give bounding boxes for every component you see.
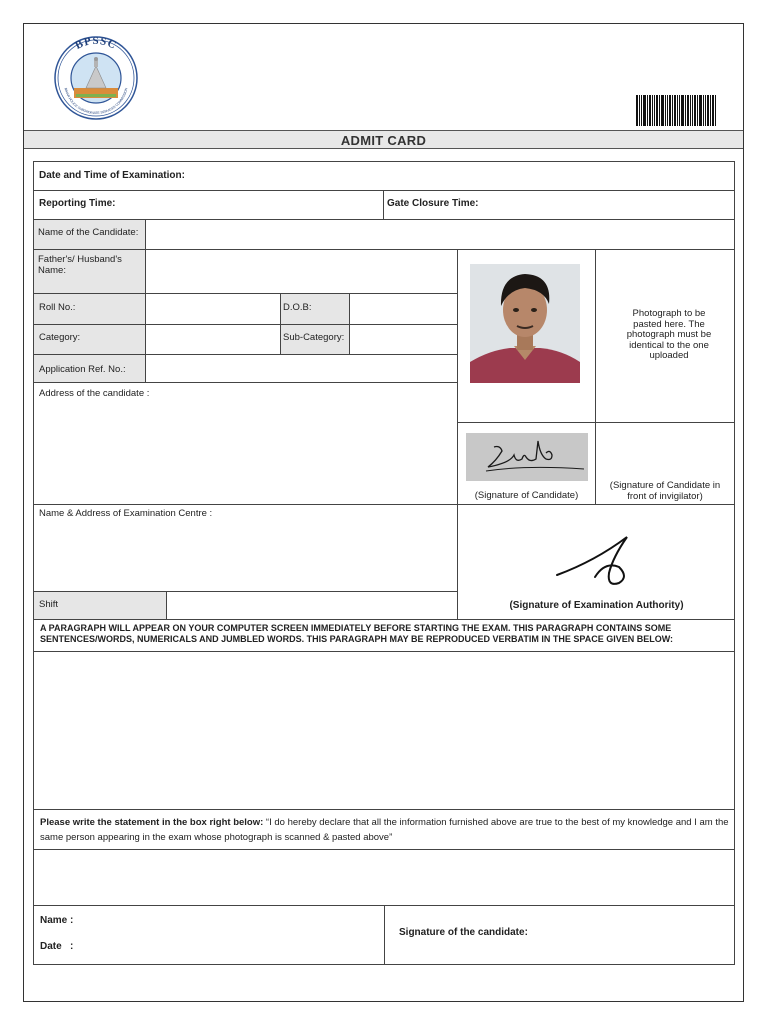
shift-label: Shift bbox=[39, 599, 59, 610]
sub-category-label: Sub-Category: bbox=[283, 332, 345, 343]
statement-lead: Please write the statement in the box right below: bbox=[40, 817, 264, 828]
candidate-name-label: Name of the Candidate: bbox=[38, 227, 139, 238]
dob-label: D.O.B: bbox=[283, 302, 312, 313]
exam-centre-label: Name & Address of Examination Centre : bbox=[39, 508, 213, 519]
photo-instruction: Photograph to be pasted here. The photograph must be identical to the one uploaded bbox=[626, 308, 712, 361]
candidate-signature-label: (Signature of Candidate) bbox=[474, 490, 579, 501]
logo-acronym: BPSSC bbox=[73, 36, 119, 52]
statement-body: “I do hereby declare that all the information furnished above are true to the best of my knowledge and I am the same person appearing in the exam whose photograph is scanned & pasted above” bbox=[40, 817, 729, 843]
title-bar bbox=[24, 130, 743, 149]
reporting-time-label: Reporting Time: bbox=[39, 198, 116, 209]
category-label: Category: bbox=[39, 332, 81, 343]
authority-signature bbox=[555, 533, 635, 588]
bpssc-logo bbox=[52, 36, 140, 120]
statement-text bbox=[40, 815, 732, 845]
application-ref-label: Application Ref. No.: bbox=[39, 364, 126, 375]
person-photo-icon bbox=[470, 264, 580, 383]
barcode bbox=[636, 95, 734, 126]
candidate-signature bbox=[466, 433, 588, 481]
authority-signature-label: (Signature of Examination Authority) bbox=[509, 600, 684, 611]
footer-name-label: Name : bbox=[40, 915, 74, 926]
footer-date-label: Date : bbox=[40, 941, 74, 952]
address-label: Address of the candidate : bbox=[39, 388, 150, 399]
paragraph-notice: A PARAGRAPH WILL APPEAR ON YOUR COMPUTER SCREEN IMMEDIATELY BEFORE STARTING THE EXAM. THIS PARAGRAPH CONTAINS SOME SENTENCES/WORDS, NUMERICALS AND JUMBLED WORDS. THIS PARAGRAPH MAY BE REPRODUCED VERBATIM IN THE SPACE GIVEN BELOW: bbox=[40, 623, 674, 644]
logo-ring-text: BIHAR POLICE SUBORDINATE SERVICES COMMISSION bbox=[63, 87, 129, 116]
invigilator-signature-label: (Signature of Candidate in front of invigilator) bbox=[609, 480, 721, 502]
bpssc-logo-emblem bbox=[52, 36, 140, 120]
authority-signature-icon bbox=[555, 533, 635, 588]
candidate-photo bbox=[470, 264, 580, 383]
signature-scribble-icon bbox=[466, 433, 588, 481]
footer-signature-label: Signature of the candidate: bbox=[399, 927, 528, 938]
father-name-label: Father's/ Husband's Name: bbox=[38, 254, 122, 276]
gate-closure-label: Gate Closure Time: bbox=[387, 198, 479, 209]
page-title: ADMIT CARD bbox=[340, 133, 427, 148]
roll-no-label: Roll No.: bbox=[39, 302, 76, 313]
date-time-label: Date and Time of Examination: bbox=[39, 170, 185, 181]
